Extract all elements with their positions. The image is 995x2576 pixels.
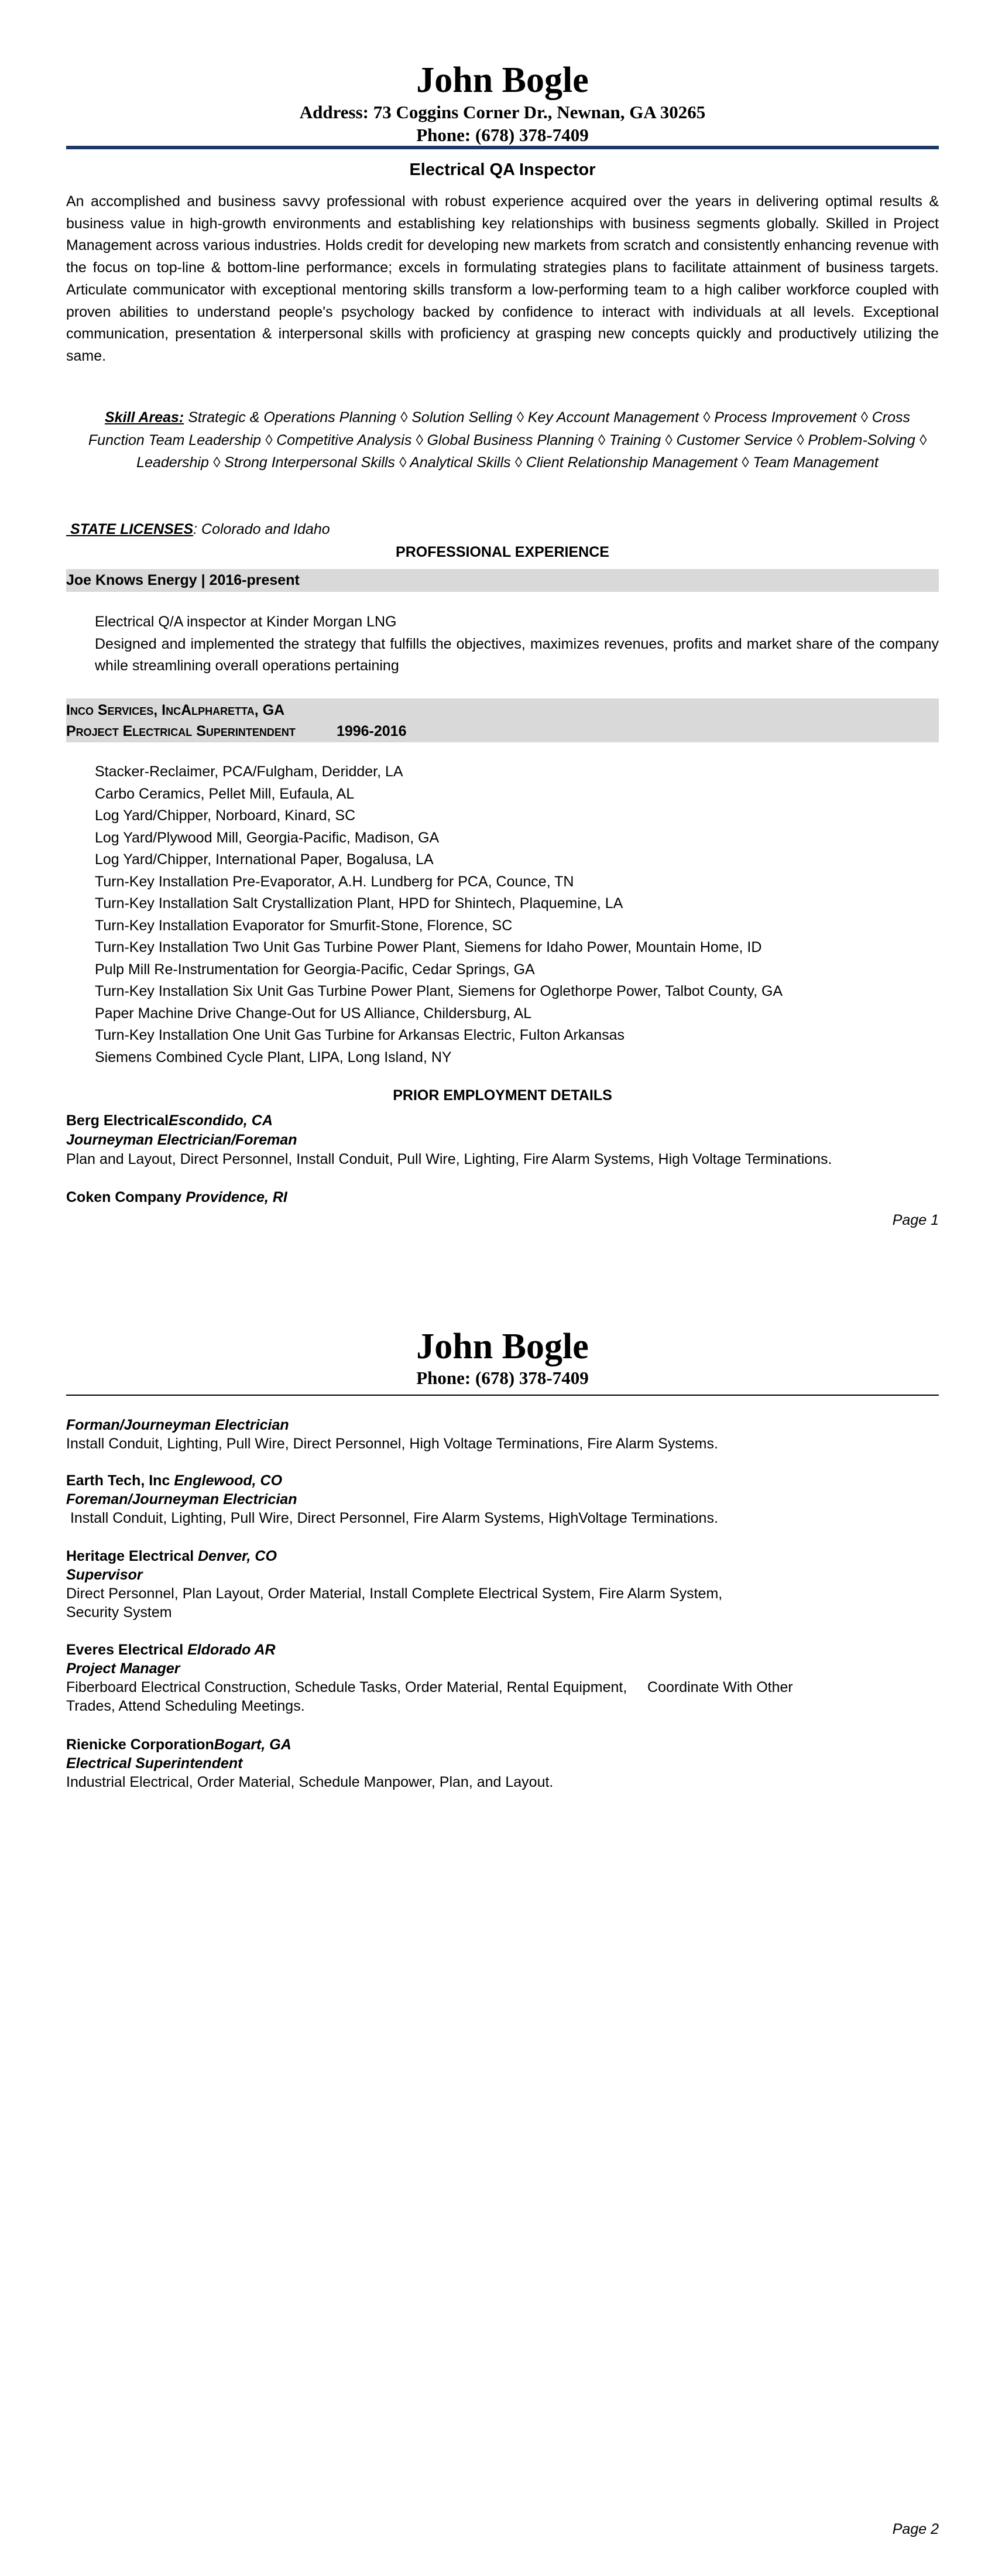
project-item: Log Yard/Chipper, International Paper, Bogalusa, LA [95,851,434,868]
prior-job-heritage [66,1547,939,1622]
project-item: Stacker-Reclaimer, PCA/Fulgham, Deridder, LA [95,763,403,780]
page-number-2: Page 2 [892,2521,939,2537]
prior-job-coken-header [66,1188,939,1207]
job-years: 1996-2016 [336,723,407,739]
project-item: Carbo Ceramics, Pellet Mill, Eufaula, AL [95,785,355,802]
role: Foreman/Journeyman Electrician [66,1491,297,1508]
location: Denver, CO [198,1548,277,1564]
project-item: Paper Machine Drive Change-Out for US Alliance, Childersburg, AL [95,1005,532,1022]
role: Project Manager [66,1660,180,1677]
project-item: Turn-Key Installation Evaporator for Smurfit-Stone, Florence, SC [95,917,513,934]
location: Escondido, CA [169,1112,273,1129]
page-number: Page 1 [892,1212,939,1228]
job-description-joe-knows-energy [66,611,939,677]
company: Heritage Electrical [66,1548,198,1564]
duties: Plan and Layout, Direct Personnel, Install Conduit, Pull Wire, Lighting, Fire Alarm Systems, High Voltage Terminations. [66,1151,832,1167]
job-company: Inco Services, IncAlpharetta, GA [66,702,285,718]
company: Everes Electrical [66,1642,188,1658]
state-licenses [66,519,939,540]
project-item: Log Yard/Chipper, Norboard, Kinard, SC [95,807,356,824]
duties: Security System [66,1604,172,1621]
duties: Install Conduit, Lighting, Pull Wire, Direct Personnel, High Voltage Terminations, Fire Alarm Systems. [66,1436,718,1452]
professional-experience-heading: PROFESSIONAL EXPERIENCE [396,544,609,560]
state-licenses-value: : Colorado and Idaho [193,521,330,537]
job-role: Project Electrical Superintendent [66,723,296,739]
state-licenses-label: STATE LICENSES [66,521,194,537]
project-item: Turn-Key Installation Salt Crystallization Plant, HPD for Shintech, Plaquemine, LA [95,895,623,912]
prior-job-everes [66,1640,939,1715]
duties: Install Conduit, Lighting, Pull Wire, Direct Personnel, Fire Alarm Systems, HighVoltage Terminations. [66,1510,718,1526]
prior-employment-heading: PRIOR EMPLOYMENT DETAILS [393,1087,612,1104]
prior-job-berg [66,1111,939,1169]
project-item: Siemens Combined Cycle Plant, LIPA, Long Island, NY [95,1049,452,1066]
header-divider-page2 [66,1395,939,1396]
location: Englewood, CO [174,1472,283,1489]
role: Forman/Journeyman Electrician [66,1417,289,1433]
header-divider [66,146,939,149]
job-role-line [66,721,939,742]
duties: Trades, Attend Scheduling Meetings. [66,1698,305,1714]
location: Providence, RI [186,1189,287,1205]
project-item: Turn-Key Installation Two Unit Gas Turbine Power Plant, Siemens for Idaho Power, Mountain Home, ID [95,939,762,955]
skill-areas [76,406,939,474]
project-item: Log Yard/Plywood Mill, Georgia-Pacific, Madison, GA [95,829,440,846]
location: Eldorado AR [187,1642,276,1658]
summary-paragraph: An accomplished and business savvy professional with robust experience acquired over the years in delivering optimal results & business value in high-growth environments and establishing key relationships with business segments globally. Skilled in Project Management across various industries. Holds credit for developing new markets from scratch and consistently enhancing revenue with the focus on top-line & bottom-line performance; excels in formulating strategies plans to facilitate attainment of business targets. Articulate communicator with exceptional mentoring skills transform a low-performing team to a high caliber workforce coupled with proven abilities to understand people's psychology backed by confidence to interact with individuals at all levels. Exceptional communication, presentation & interpersonal skills with proficiency at grasping new concepts quickly and productively utilizing the same. [66,193,939,364]
skill-areas-label: Skill Areas: [104,409,184,426]
phone-page2: Phone: (678) 378-7409 [416,1368,589,1388]
company: Rienicke Corporation [66,1736,214,1753]
role: Supervisor [66,1567,143,1583]
job-header-inco-services [66,698,939,742]
company: Berg Electrical [66,1112,169,1129]
skill-areas-list: Strategic & Operations Planning ◊ Solution Selling ◊ Key Account Management ◊ Process Improvement ◊ Cross Function Team Leadership ◊ Competitive Analysis ◊ Global Business Planning ◊ Training ◊ Customer Service ◊ Problem-Solving ◊ Leadership ◊ Strong Interpersonal Skills ◊ Analytical Skills ◊ Client Relationship Management ◊ Team Management [88,409,927,471]
project-list [66,761,939,1068]
project-item: Turn-Key Installation Six Unit Gas Turbine Power Plant, Siemens for Oglethorpe Power, Talbot County, GA [95,983,783,999]
project-item: Turn-Key Installation Pre-Evaporator, A.H. Lundberg for PCA, Counce, TN [95,873,574,890]
candidate-name: John Bogle [416,60,589,100]
job-line: Electrical Q/A inspector at Kinder Morgan LNG [95,614,397,630]
duties: Fiberboard Electrical Construction, Schedule Tasks, Order Material, Rental Equipment, Coordinate With Other [66,1679,793,1695]
role: Journeyman Electrician/Foreman [66,1132,297,1148]
company: Earth Tech, Inc [66,1472,174,1489]
job-line: Designed and implemented the strategy that fulfills the objectives, maximizes revenues, profits and market share of the company while streamlining overall operations pertaining [95,635,939,674]
duties: Direct Personnel, Plan Layout, Order Material, Install Complete Electrical System, Fire Alarm System, [66,1585,723,1602]
location: Bogart, GA [214,1736,291,1753]
prior-job-coken-details [66,1416,939,1453]
company: Coken Company [66,1189,186,1205]
job-title: Electrical QA Inspector [409,160,596,179]
phone: Phone: (678) 378-7409 [416,125,589,145]
candidate-name-page2: John Bogle [416,1327,589,1366]
project-item: Turn-Key Installation One Unit Gas Turbine for Arkansas Electric, Fulton Arkansas [95,1027,625,1043]
prior-job-rienicke [66,1735,939,1791]
role: Electrical Superintendent [66,1755,243,1772]
address: Address: 73 Coggins Corner Dr., Newnan, GA 30265 [299,102,706,122]
duties: Industrial Electrical, Order Material, Schedule Manpower, Plan, and Layout. [66,1774,554,1790]
project-item: Pulp Mill Re-Instrumentation for Georgia-Pacific, Cedar Springs, GA [95,961,535,978]
job-header-joe-knows-energy: Joe Knows Energy | 2016-present [66,569,939,592]
prior-job-earth-tech [66,1471,939,1527]
